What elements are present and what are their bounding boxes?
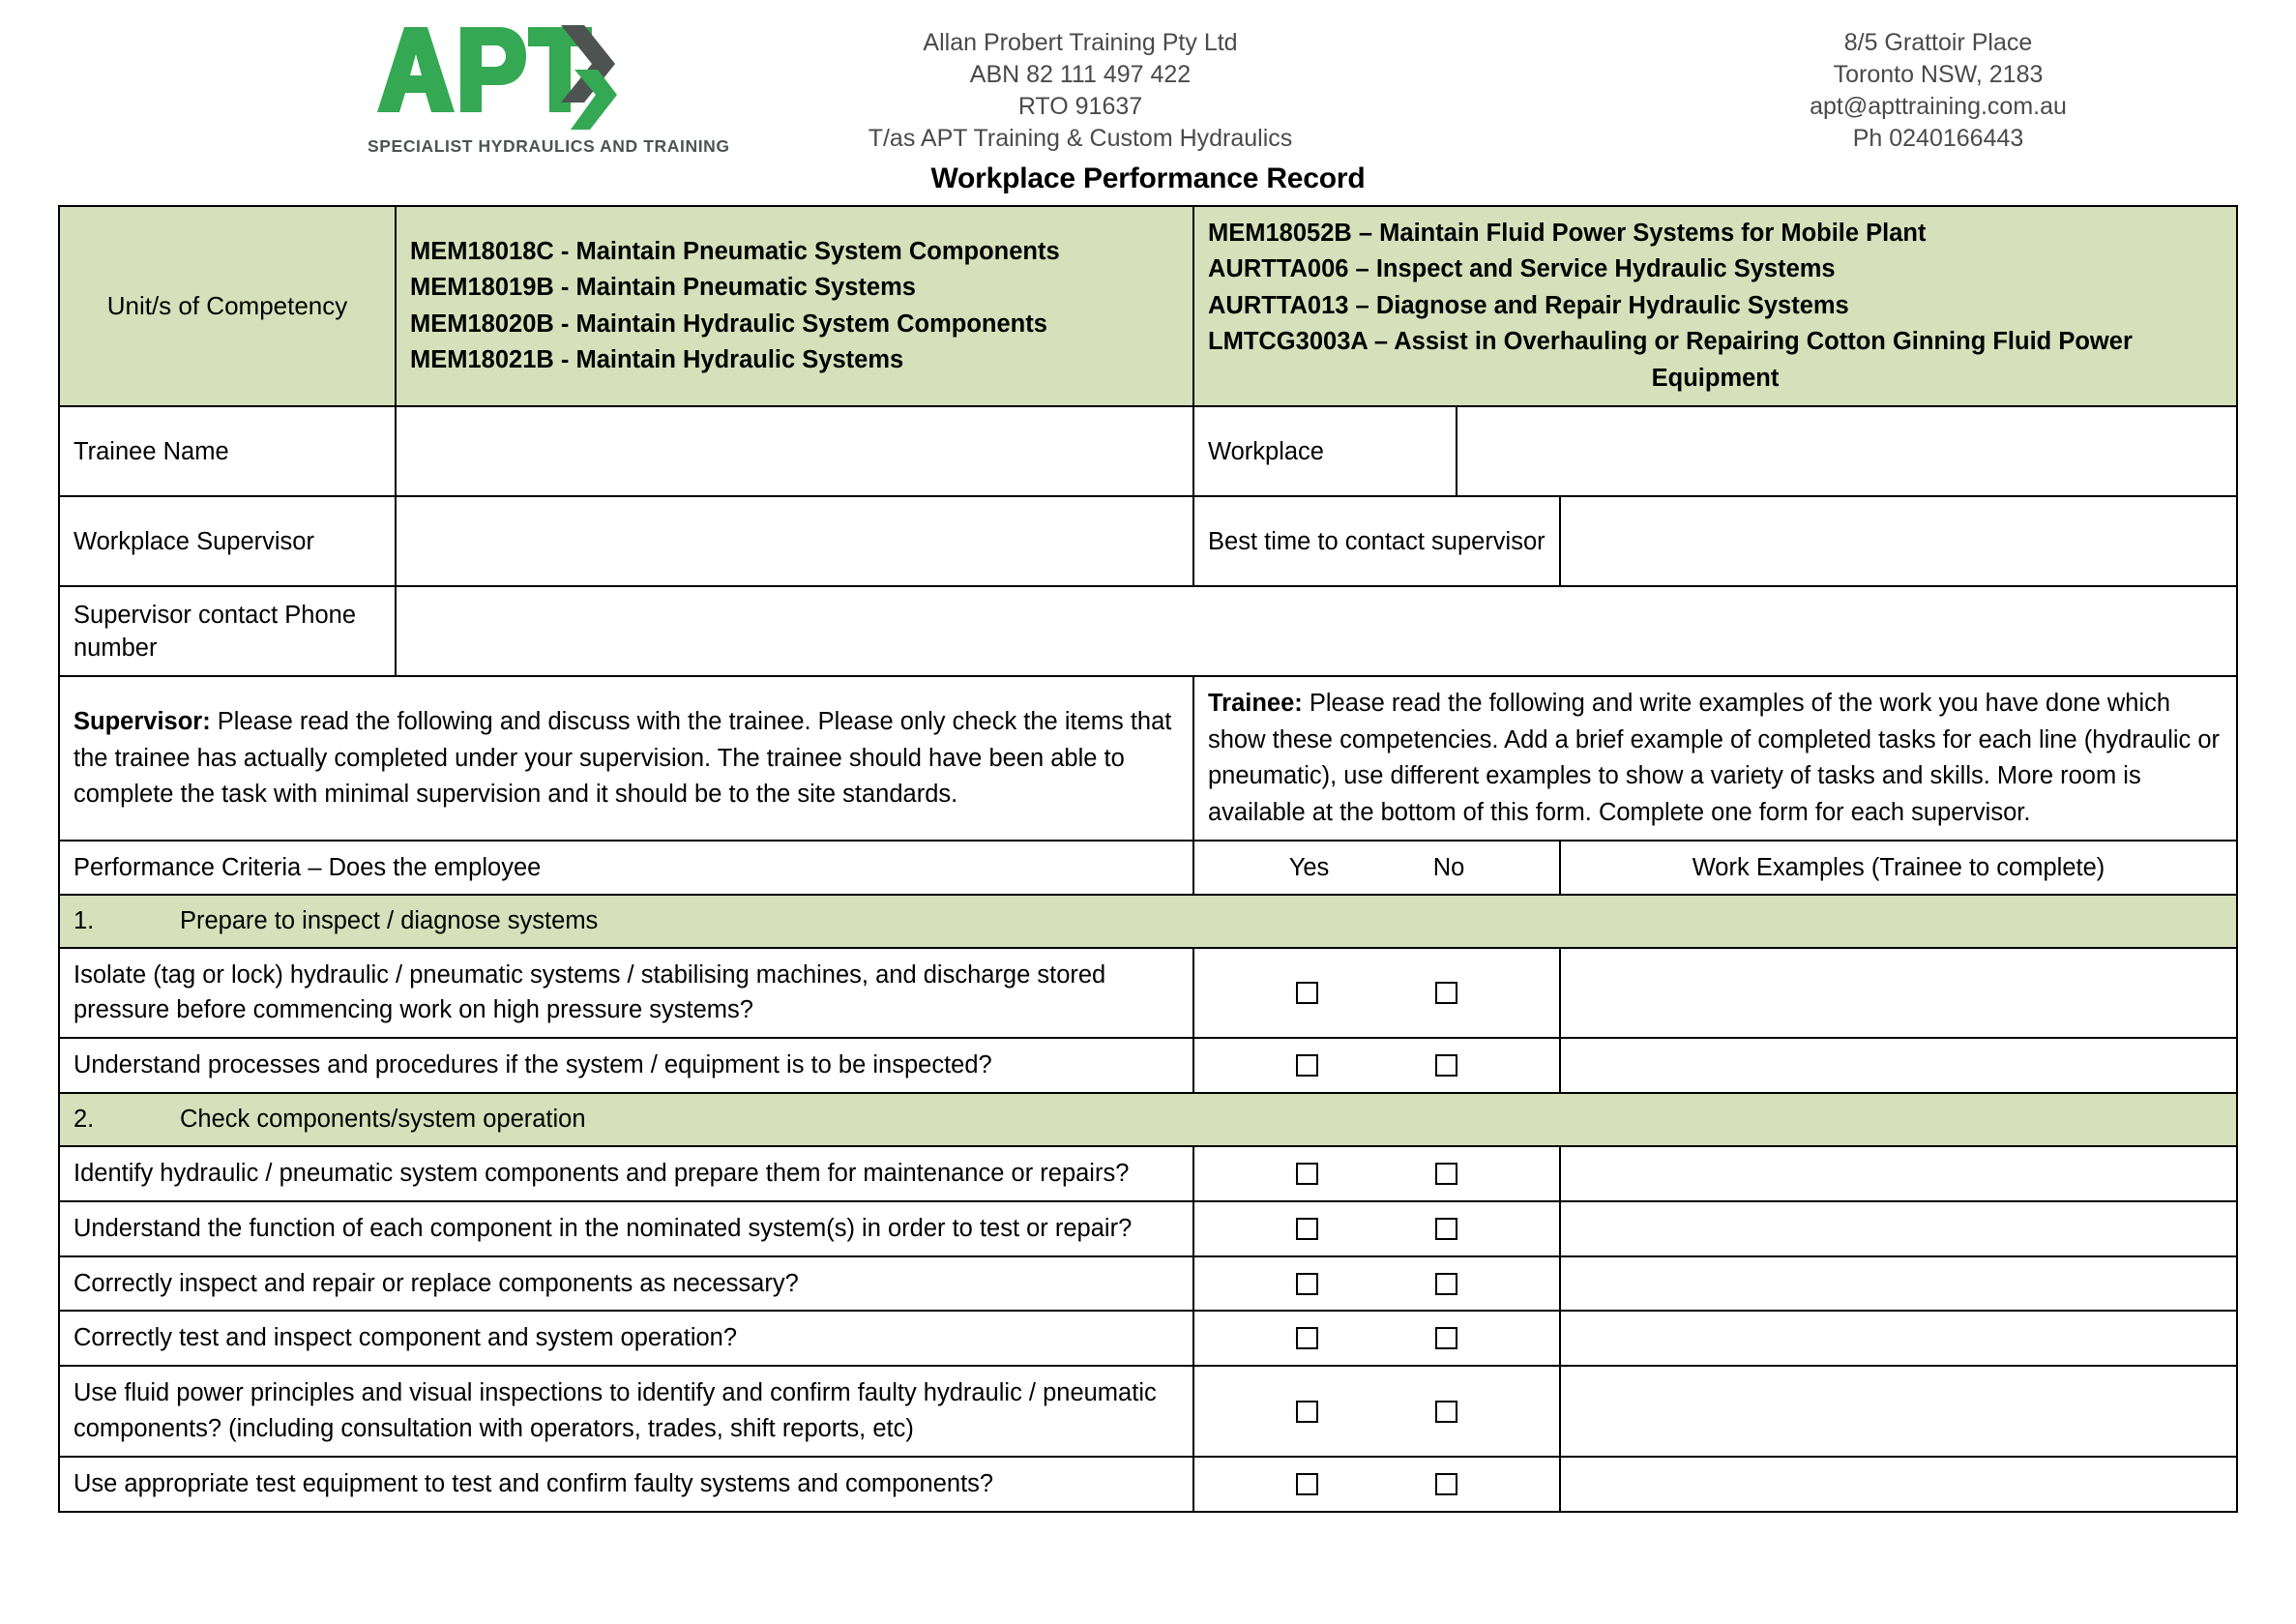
apt-logo — [87, 14, 730, 157]
criterion-checkboxes — [1193, 1038, 1560, 1093]
table-row — [59, 1201, 2237, 1256]
section-title: Prepare to inspect / diagnose systems — [180, 907, 599, 935]
supervisor-phone-row — [59, 586, 2237, 676]
criteria-header-label: Performance Criteria – Does the employee — [59, 841, 1193, 895]
criterion-text: Use fluid power principles and visual inspections to identify and confirm faulty hydraulic / pneumatic components? (including consultation with operators, trades, shift reports, etc) — [59, 1366, 1193, 1457]
org-line-rto: RTO 91637 — [1017, 93, 1143, 120]
supervisor-instructions-text: Please read the following and discuss with the trainee. Please only check the items that the trainee has actually completed under your supervision. The trainee should have been able to complete the task with minimal supervision and it should be to the site standards. — [74, 708, 1172, 809]
competency-unit: AURTTA006 – Inspect and Service Hydraulic Systems — [1208, 255, 1836, 283]
address-line-city: Toronto NSW, 2183 — [1833, 61, 2044, 88]
table-row — [59, 948, 2237, 1039]
supervisor-instructions-heading: Supervisor: — [74, 708, 211, 736]
section-header-row — [59, 1093, 2237, 1145]
criterion-text: Use appropriate test equipment to test and confirm faulty systems and components? — [59, 1457, 1193, 1512]
trainee-name-label: Trainee Name — [59, 406, 396, 496]
no-checkbox[interactable] — [1435, 1473, 1457, 1495]
org-line-abn: ABN 82 111 497 422 — [969, 61, 1192, 88]
no-checkbox[interactable] — [1435, 982, 1457, 1004]
section-title: Check components/system operation — [180, 1106, 586, 1134]
no-column-header: No — [1432, 854, 1465, 882]
section-header-1 — [59, 895, 2237, 947]
no-checkbox[interactable] — [1435, 1054, 1457, 1077]
document-header — [0, 0, 2296, 164]
yes-checkbox[interactable] — [1296, 1054, 1318, 1077]
table-row — [59, 1256, 2237, 1312]
no-checkbox[interactable] — [1435, 1327, 1457, 1349]
work-example-input[interactable] — [1560, 1311, 2237, 1366]
work-example-input[interactable] — [1560, 1201, 2237, 1256]
criterion-checkboxes — [1193, 1366, 1560, 1457]
best-time-input[interactable] — [1560, 496, 2237, 586]
org-line-name: Allan Probert Training Pty Ltd — [923, 29, 1238, 56]
best-time-label: Best time to contact supervisor — [1193, 496, 1560, 586]
instructions-row — [59, 676, 2237, 841]
section-header-row — [59, 895, 2237, 947]
work-examples-header: Work Examples (Trainee to complete) — [1560, 841, 2237, 895]
trainee-name-input[interactable] — [396, 406, 1193, 496]
competency-label: Unit/s of Competency — [59, 206, 396, 406]
work-example-input[interactable] — [1560, 1457, 2237, 1512]
table-row — [59, 1457, 2237, 1512]
yes-checkbox[interactable] — [1296, 1401, 1318, 1423]
workplace-label: Workplace — [1193, 406, 1457, 496]
work-example-input[interactable] — [1560, 948, 2237, 1039]
criterion-text: Correctly test and inspect component and system operation? — [59, 1311, 1193, 1366]
criterion-text: Understand processes and procedures if the system / equipment is to be inspected? — [59, 1038, 1193, 1093]
trainee-name-row — [59, 406, 2237, 496]
table-row — [59, 1366, 2237, 1457]
trainee-instructions-text: Please read the following and write examples of the work you have done which show these competencies. Add a brief example of completed tasks for each line (hydraulic or pneumatic), use different examples to show a variety of tasks and skills. More room is available at the bottom of this form. Complete one form for each supervisor. — [1208, 690, 2221, 826]
workplace-performance-table — [58, 205, 2238, 1513]
criterion-text: Understand the function of each component in the nominated system(s) in order to test or repair? — [59, 1201, 1193, 1256]
work-example-input[interactable] — [1560, 1366, 2237, 1457]
organisation-details — [493, 14, 1667, 155]
checkbox-wrap — [1208, 1327, 1545, 1349]
checkbox-wrap — [1208, 1273, 1545, 1295]
address-line-street: 8/5 Grattoir Place — [1843, 29, 2033, 56]
section-header-2 — [59, 1093, 2237, 1145]
no-checkbox[interactable] — [1435, 1401, 1457, 1423]
no-checkbox[interactable] — [1435, 1163, 1457, 1185]
competency-unit: MEM18021B - Maintain Hydraulic Systems — [410, 346, 904, 374]
address-line-phone: Ph 0240166443 — [1852, 125, 2024, 152]
checkbox-wrap — [1208, 1218, 1545, 1240]
checkbox-wrap — [1208, 982, 1545, 1004]
competency-unit: MEM18018C - Maintain Pneumatic System Components — [410, 237, 1060, 265]
table-row — [59, 1146, 2237, 1201]
trainee-instructions-heading: Trainee: — [1208, 690, 1303, 718]
competency-left-list — [396, 206, 1193, 406]
criterion-checkboxes — [1193, 1457, 1560, 1512]
competency-unit: MEM18019B - Maintain Pneumatic Systems — [410, 274, 916, 302]
yes-checkbox[interactable] — [1296, 1473, 1318, 1495]
competency-unit-line1: LMTCG3003A – Assist in Overhauling or Repairing Cotton Ginning Fluid Power — [1208, 328, 2133, 356]
table-row — [59, 1311, 2237, 1366]
supervisor-phone-label: Supervisor contact Phone number — [59, 586, 396, 676]
criterion-checkboxes — [1193, 1256, 1560, 1312]
no-checkbox[interactable] — [1435, 1218, 1457, 1240]
workplace-input[interactable] — [1457, 406, 2237, 496]
work-example-input[interactable] — [1560, 1038, 2237, 1093]
section-number: 1. — [74, 907, 95, 935]
supervisor-instructions — [59, 676, 1193, 841]
checkbox-wrap — [1208, 1163, 1545, 1185]
yes-checkbox[interactable] — [1296, 1218, 1318, 1240]
section-number: 2. — [74, 1106, 95, 1134]
contact-details — [1667, 14, 2209, 155]
criteria-header-row — [59, 841, 2237, 895]
criterion-text: Identify hydraulic / pneumatic system components and prepare them for maintenance or repairs? — [59, 1146, 1193, 1201]
workplace-supervisor-label: Workplace Supervisor — [59, 496, 396, 586]
address-line-email: apt@apttraining.com.au — [1810, 93, 2067, 120]
criterion-checkboxes — [1193, 948, 1560, 1039]
trainee-instructions — [1193, 676, 2237, 841]
competency-unit: AURTTA013 – Diagnose and Repair Hydraulic Systems — [1208, 291, 1849, 319]
criterion-text: Isolate (tag or lock) hydraulic / pneumatic systems / stabilising machines, and discharge stored pressure before commencing work on high pressure systems? — [59, 948, 1193, 1039]
workplace-supervisor-input[interactable] — [396, 496, 1193, 586]
workplace-supervisor-row — [59, 496, 2237, 586]
work-example-input[interactable] — [1560, 1256, 2237, 1312]
competency-row — [59, 206, 2237, 406]
yes-checkbox[interactable] — [1296, 1273, 1318, 1295]
yes-checkbox[interactable] — [1296, 1327, 1318, 1349]
yes-checkbox[interactable] — [1296, 982, 1318, 1004]
no-checkbox[interactable] — [1435, 1273, 1457, 1295]
criterion-checkboxes — [1193, 1146, 1560, 1201]
checkbox-wrap — [1208, 1473, 1545, 1495]
criterion-checkboxes — [1193, 1311, 1560, 1366]
criterion-checkboxes — [1193, 1201, 1560, 1256]
criterion-text: Correctly inspect and repair or replace components as necessary? — [59, 1256, 1193, 1312]
competency-unit-line2: Equipment — [1651, 364, 1780, 392]
competency-unit: MEM18020B - Maintain Hydraulic System Components — [410, 310, 1047, 338]
yes-checkbox[interactable] — [1296, 1163, 1318, 1185]
page-title: Workplace Performance Record — [930, 162, 1366, 194]
yes-column-header: Yes — [1288, 854, 1330, 882]
competency-unit — [1208, 324, 2222, 397]
supervisor-phone-input[interactable] — [396, 586, 2237, 676]
yes-no-header — [1193, 841, 1560, 895]
competency-right-list — [1193, 206, 2237, 406]
checkbox-wrap — [1208, 1054, 1545, 1077]
yes-no-header-wrap — [1208, 851, 1545, 884]
competency-unit: MEM18052B – Maintain Fluid Power Systems for Mobile Plant — [1208, 220, 1927, 247]
org-line-trading-as: T/as APT Training & Custom Hydraulics — [868, 125, 1293, 152]
table-row — [59, 1038, 2237, 1093]
checkbox-wrap — [1208, 1401, 1545, 1423]
work-example-input[interactable] — [1560, 1146, 2237, 1201]
apt-logo-tagline: SPECIALIST HYDRAULICS AND TRAINING — [368, 136, 730, 156]
